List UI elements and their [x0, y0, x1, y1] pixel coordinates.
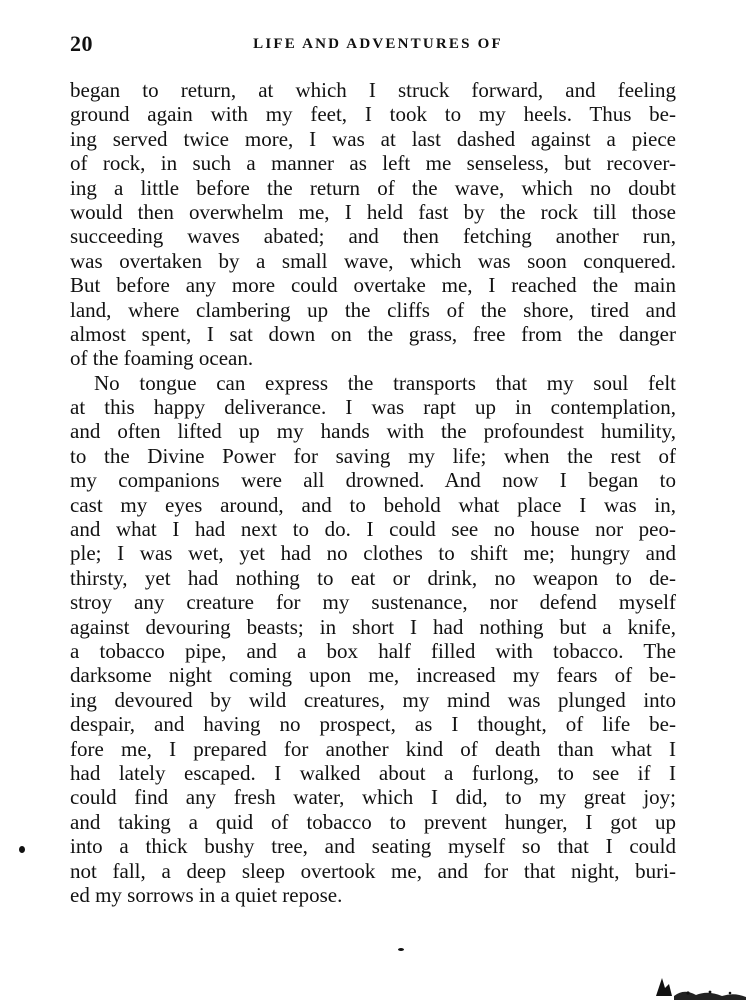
paragraph-2	[70, 371, 676, 908]
text-line: stroy any creature for my sustenance, nor defend myself	[70, 590, 676, 615]
text-line: of the foaming ocean.	[70, 346, 254, 371]
text-line: ground again with my feet, I took to my heels. Thus be-	[70, 102, 676, 127]
text-line: darksome night coming upon me, increased my fears of be-	[70, 663, 676, 688]
text-line: almost spent, I sat down on the grass, free from the danger	[70, 321, 676, 346]
text-line: had lately escaped. I walked about a furlong, to see if I	[70, 760, 676, 785]
text-line: at this happy deliverance. I was rapt up in contemplation,	[70, 395, 676, 420]
text-line: and taking a quid of tobacco to prevent hunger, I got up	[70, 809, 676, 834]
text-line: despair, and having no prospect, as I thought, of life be-	[70, 712, 676, 737]
text-line: ed my sorrows in a quiet repose.	[70, 882, 343, 907]
text-line: my companions were all drowned. And now I began to	[70, 468, 676, 493]
text-line: and often lifted up my hands with the profoundest humility,	[70, 419, 676, 444]
text-line: to the Divine Power for saving my life; when the rest of	[70, 443, 676, 468]
text-line: But before any more could overtake me, I reached the main	[70, 273, 676, 298]
printer-ornament-fragment	[638, 966, 748, 1000]
text-line: succeeding waves abated; and then fetching another run,	[70, 224, 676, 249]
text-line: ing devoured by wild creatures, my mind was plunged into	[70, 687, 676, 712]
text-line: ing served twice more, I was at last dashed against a piece	[70, 126, 676, 151]
paragraph-1	[70, 78, 676, 371]
text-line: into a thick bushy tree, and seating myself so that I could	[70, 834, 676, 859]
text-line: cast my eyes around, and to behold what place I was in,	[70, 492, 676, 517]
text-line: a tobacco pipe, and a box half filled with tobacco. The	[70, 638, 676, 663]
page-number: 20	[70, 31, 93, 56]
text-line: of rock, in such a manner as left me senseless, but recover-	[70, 151, 676, 176]
text-line: thirsty, yet had nothing to eat or drink, no weapon to de-	[70, 565, 676, 590]
ink-speck	[19, 846, 25, 853]
text-line: ing a little before the return of the wave, which no doubt	[70, 175, 676, 200]
text-line: fore me, I prepared for another kind of death than what I	[70, 736, 676, 761]
text-line: not fall, a deep sleep overtook me, and for that night, buri-	[70, 858, 676, 883]
body-text	[70, 78, 676, 907]
text-line: land, where clambering up the cliffs of the shore, tired and	[70, 297, 676, 322]
text-line: No tongue can express the transports that my soul felt	[94, 370, 676, 395]
ink-speck	[398, 948, 404, 951]
text-line: was overtaken by a small wave, which was soon conquered.	[70, 248, 676, 273]
text-line: began to return, at which I struck forward, and feeling	[70, 78, 676, 102]
running-title: LIFE AND ADVENTURES OF	[253, 36, 503, 52]
text-line: would then overwhelm me, I held fast by the rock till those	[70, 199, 676, 224]
text-line: and what I had next to do. I could see no house nor peo-	[70, 517, 676, 542]
text-line: against devouring beasts; in short I had nothing but a knife,	[70, 614, 676, 639]
text-line: could find any fresh water, which I did, to my great joy;	[70, 785, 676, 810]
text-line: ple; I was wet, yet had no clothes to shift me; hungry and	[70, 541, 676, 566]
